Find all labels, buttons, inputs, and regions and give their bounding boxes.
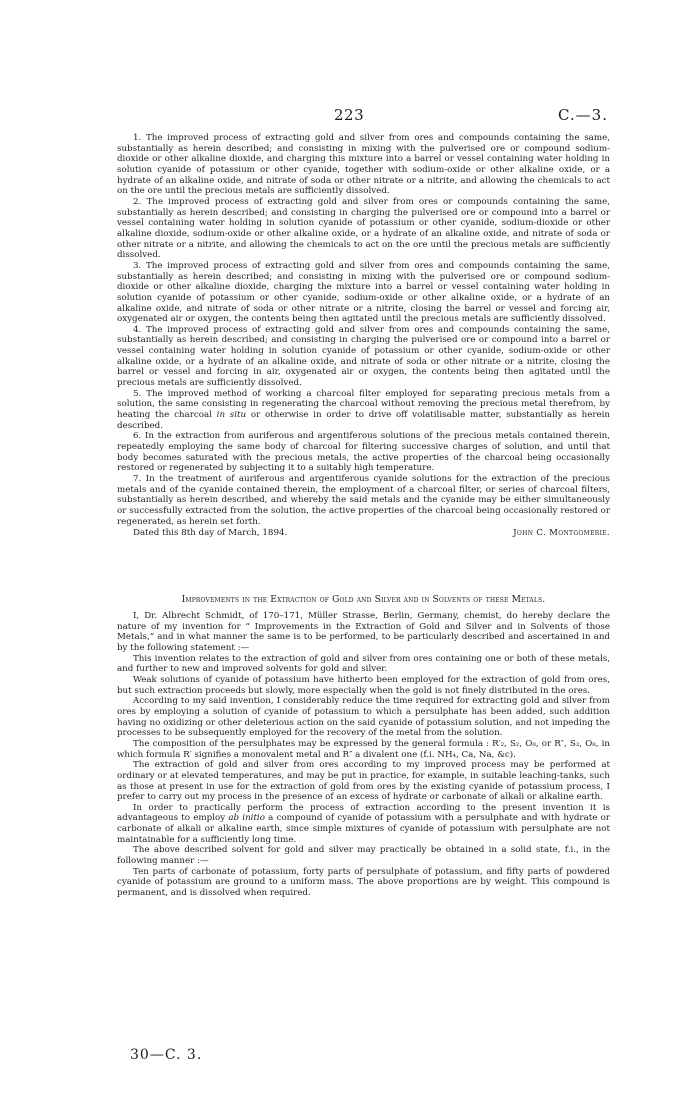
spec-paragraph: According to my said invention, I considerably reduce the time required for extracting gold and silver from ores by employing a solution of cyanide of potassium to which a persulphate has been added, such addition having no oxidizing or other deleterious action on the said cyanide of potassium solution, and not impeding the processes to be subsequently employed for the recovery of the metal from the solution. bbox=[117, 696, 610, 739]
spec-paragraph bbox=[117, 739, 610, 760]
page-number: 223 bbox=[334, 106, 365, 124]
claim-paragraph bbox=[117, 389, 610, 432]
claim-paragraph: 2. The improved process of extracting gold and silver from ores or compounds containing the same, substantially as herein described; and consisting in charging the pulverised ore or compound into a barrel or vessel containing water holding in solution cyanide of potassium or other cyanide, sodium-dioxide or other alkaline dioxide, sodium-oxide or other alkaline oxide, or a hydrate of an alkaline oxide, and nitrate of soda or other nitrate or a nitrite, and allowing the chemicals to act on the ore until the precious metals are sufficiently dissolved. bbox=[117, 196, 610, 261]
signoff-date: Dated this 8th day of March, 1894. bbox=[133, 528, 288, 539]
claim-text: 5. The improved method of working a charcoal filter employed for separating precious metals from a solution, the same consisting in regenerating the charcoal without removing the precious metal therefrom, by heating the charcoal bbox=[117, 388, 610, 421]
document-reference: C.—3. bbox=[557, 106, 608, 124]
claim-text: or otherwise in order to drive off volatilisable matter, substantially as herein described. bbox=[117, 410, 611, 431]
specification-section bbox=[117, 611, 610, 899]
spec-text: , or bbox=[535, 738, 555, 749]
claim-italic-term: in situ bbox=[216, 410, 247, 421]
spec-paragraph: Weak solutions of cyanide of potassium have hitherto been employed for the extraction of gold from ores, but such extraction proceeds but slowly, more especially when the gold is not finely distributed in the ores. bbox=[117, 674, 610, 696]
claim-paragraph: 1. The improved process of extracting gold and silver from ores and compounds containing the same, substantially as herein described; and consisting in mixing with the pulverised ore or compound sodium-dioxide or other alkaline dioxide, and charging this mixture into a barrel or vessel containing water holding in solution cyanide of potassium or other cyanide, together with sodium-oxide or other alkaline oxide, or a hydrate of an alkaline oxide, and nitrate of soda or other nitrate or a nitrite, and allowing the chemicals to act on the ore until the precious metals are sufficiently dissolved. bbox=[117, 133, 610, 197]
spec-paragraph: Ten parts of carbonate of potassium, forty parts of persulphate of potassium, and fifty parts of powdered cyanide of potassium are ground to a uniform mass. The above proportions are by weight. This compound is permanent, and is dissolved when required. bbox=[117, 866, 610, 899]
signoff bbox=[117, 528, 610, 541]
spec-text: a compound of cyanide of potassium with a persulphate and with hydrate or carbonate of alkali or alkaline earth, since simple mixtures of cyanide of potassium with persulphate are not maintainable for a sufficiently long time. bbox=[117, 813, 610, 845]
claim-paragraph: 6. In the extraction from auriferous and argentiferous solutions of the precious metals contained therein, repeatedly employing the same body of charcoal for filtering successive charges of solution, and until that body becomes saturated with the precious metals, the active properties of the charcoal being occasionally restored or regenerated by subjecting it to a suitably high temperature. bbox=[117, 431, 610, 474]
claims-section bbox=[117, 133, 610, 541]
spec-italic-term: ab initio bbox=[228, 813, 265, 824]
claim-paragraph: 4. The improved process of extracting gold and silver from ores and compounds containing the same, substantially as herein described; and consisting in charging the pulverised ore or compound into a barrel or vessel containing water holding in solution cyanide of potassium or other cyanide, sodium-oxide or other alkaline oxide, or a hydrate of an alkaline oxide, and nitrate of soda or other nitrate or a nitrite, closing the barrel or vessel and forcing in air, oxygenated air or oxygen, the contents being then agitated until the precious metals are sufficiently dissolved. bbox=[117, 324, 610, 389]
spec-text: The composition of the persulphates may be expressed by the general formula : bbox=[133, 738, 493, 749]
formula-divalent: R″, S₂, O₈ bbox=[554, 738, 596, 749]
spec-text: , Ca, Na, &c). bbox=[456, 749, 516, 760]
footer-signature: 30—C. 3. bbox=[130, 1047, 203, 1063]
spec-paragraph: The above described solvent for gold and silver may practically be obtained in a solid state, f.i., in the following manner :— bbox=[117, 845, 610, 867]
page-header bbox=[0, 106, 700, 128]
spec-paragraph: This invention relates to the extraction of gold and silver from ores containing one or both of these metals, and further to new and improved solvents for gold and silver. bbox=[117, 653, 610, 675]
signoff-signature: John C. Montgomerie. bbox=[513, 528, 610, 539]
claim-paragraph: 7. In the treatment of auriferous and argentiferous cyanide solutions for the extraction of the precious metals and of the cyanide contained therein, the employment of a charcoal filter, or series of charcoal filters, substantially as herein described, and whereby the said metals and the cyanide may be either simultaneously or successfully extracted from the solution, the active properties of the charcoal being occasionally restored or regenerated, as herein set forth. bbox=[117, 474, 610, 527]
spec-paragraph: I, Dr. Albrecht Schmidt, of 170–171, Müller Strasse, Berlin, Germany, chemist, do hereby declare the nature of my invention for “ Improvements in the Extraction of Gold and Silver and in Solvents of those Metals,” and in what manner the same is to be performed, to be particularly described and ascertained in and by the following statement :— bbox=[117, 611, 610, 653]
spec-text: , in which formula R′ signifies a monovalent metal and R″ a divalent one (f.i. bbox=[117, 738, 610, 760]
spec-text: In order to practically perform the process of extraction according to the present invention it is advantageous to employ bbox=[117, 802, 610, 824]
claim-paragraph: 3. The improved process of extracting gold and silver from ores and compounds containing the same, substantially as herein described; and consisting in mixing with the pulverised ore or compound sodium-dioxide or other alkaline dioxide, charging the mixture into a barrel or vessel containing water holding in solution cyanide of potassium or other cyanide, sodium-oxide or other alkaline oxide, or a hydrate of an alkaline oxide, and nitrate of soda or other nitrate or a nitrite, closing the barrel or vessel and forcing air, oxygenated air or oxygen, the contents being then agitated until the precious metals are sufficiently dissolved. bbox=[117, 260, 610, 325]
formula-monovalent: R′₂, S₂, O₈ bbox=[492, 738, 536, 749]
spec-paragraph bbox=[117, 803, 610, 846]
formula-ammonium: NH₄ bbox=[437, 749, 457, 760]
spec-paragraph: The extraction of gold and silver from ores according to my improved process may be performed at ordinary or at elevated temperatures, and may be put in practice, for example, in suitable leaching-tanks, such as those at present in use for the extraction of gold from ores by the existing cyanide of potassium process, I prefer to carry out my process in the presence of an excess of hydrate or carbonate of alkali or alkaline earth. bbox=[117, 760, 610, 803]
section-title: Improvements in the Extraction of Gold and Silver and in Solvents of these Metals. bbox=[181, 595, 546, 605]
